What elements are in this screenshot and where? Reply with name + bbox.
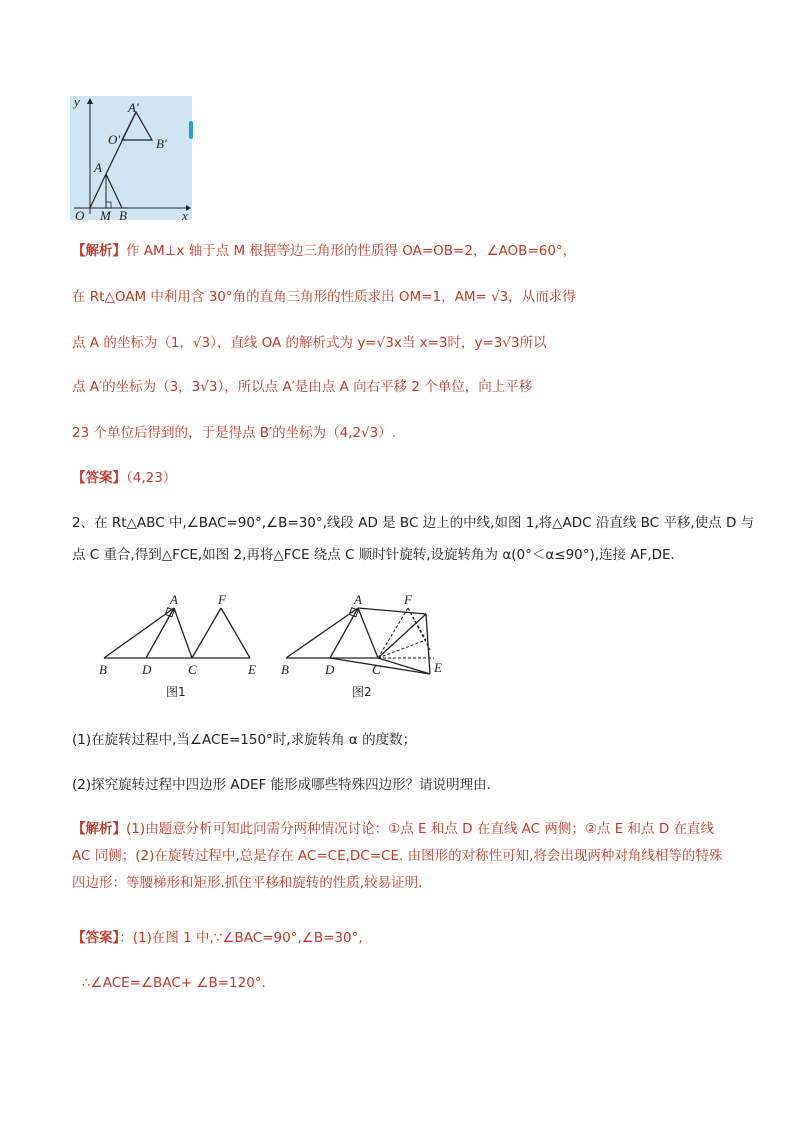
problem2-line1: 2、在 Rt△ABC 中,∠BAC=90°,∠B=30°,线段 AD 是 BC 边上的中线,如图 1,将△ADC 沿直线 BC 平移,使点 D 与 (72, 515, 755, 531)
fig1-label-a: A (170, 592, 178, 607)
answer1-line (72, 468, 176, 488)
analysis1-line2: 在 Rt△OAM 中利用含 30°角的直角三角形的性质求出 OM=1，AM= √3，从而求得 (72, 289, 576, 305)
fig2-label-e: E (434, 660, 442, 675)
question-2: (2)探究旋转过程中四边形 ADEF 能形成哪些特殊四边形？请说明理由． (72, 777, 501, 793)
analysis1-line4: 点 A′的坐标为（3，3√3），所以点 A′是由点 A 向右平移 2 个单位，向上平移 (72, 379, 533, 395)
segment-ab (106, 174, 122, 208)
fig2-label-d: D (325, 662, 335, 677)
triangle-figures (96, 592, 446, 702)
analysis-tag: 【解析】 (72, 243, 126, 259)
question-1: (1)在旋转过程中,当∠ACE=150°时,求旋转角 α 的度数； (72, 732, 417, 748)
segment-oa (90, 174, 106, 208)
figure-2 (281, 592, 442, 699)
segment-cf-2 (378, 614, 426, 658)
answer1-text: （4,23） (126, 470, 177, 486)
caption-1: 图1 (166, 685, 186, 699)
segment-ac-1 (174, 608, 192, 658)
edge-marker (189, 121, 193, 139)
answer2-text1: ：(1)在图 1 中,∵∠BAC=90°,∠B=30°, (119, 930, 363, 946)
fig2-label-c: C (372, 662, 381, 677)
answer2-tag: 【答案】 (72, 930, 120, 946)
segment-ad-2 (330, 608, 358, 658)
label-b: B (119, 208, 127, 220)
fig2-label-f: F (404, 592, 412, 607)
label-a-prime: A′ (128, 100, 139, 115)
fig1-label-f: F (218, 592, 226, 607)
analysis1-line3: 点 A 的坐标为（1，√3），直线 OA 的解析式为 y=√3x当 x=3时，y=3√3所以 (72, 335, 547, 351)
fig2-label-a: A (354, 592, 362, 607)
caption-2: 图2 (352, 685, 372, 699)
problem2-line2: 点 C 重合,得到△FCE,如图 2,再将△FCE 绕点 C 顺时针旋转,设旋转角为 α(0°＜α≤90°),连接 AF,DE． (72, 547, 685, 563)
segment-ba-1 (104, 608, 174, 658)
figure-1 (99, 592, 256, 699)
answer-tag: 【答案】 (72, 470, 126, 486)
analysis2-text: (1)由题意分析可知此问需分两种情况讨论：①点 E 和点 D 在直线 AC 两侧；②点 E 和点 D 在直线 AC 同侧；(2)在旋转过程中,总是存在 AC=CE,DC=CE. 由图形的对称性可知,将会出现两种对角线相等的特殊四边形：等腰梯形和矩形.抓住平移和旋转的性质,较易证明. (72, 821, 723, 891)
dashed-mid (378, 640, 426, 658)
analysis2-tag: 【解析】 (72, 821, 126, 837)
answer2-line1 (72, 928, 363, 948)
analysis1-line5: 23 个单位后得到的，于是得点 B′的坐标为（4,2√3）. (72, 425, 397, 441)
label-o: O (75, 208, 85, 220)
fig1-label-d: D (142, 662, 152, 677)
fig1-label-b: B (99, 662, 107, 677)
triangle-figures-svg (96, 592, 446, 702)
analysis1-line1 (72, 241, 576, 261)
segment-ac-2 (358, 608, 378, 658)
y-axis-arrow (87, 98, 93, 104)
coordinate-figure-svg (70, 96, 192, 220)
label-m: M (100, 208, 111, 220)
label-y: y (74, 96, 80, 109)
analysis1-text1: 作 AM⊥x 轴于点 M 根据等边三角形的性质得 OA=OB=2，∠AOB=60°， (126, 243, 577, 259)
answer2-line2: ∴∠ACE=∠BAC+ ∠B=120°． (82, 975, 276, 991)
dashed-cf0 (378, 608, 408, 658)
fig2-label-b: B (281, 662, 289, 677)
segment-af-2 (358, 608, 426, 614)
segment-ba-2 (286, 608, 358, 658)
segment-ce-2 (378, 658, 430, 674)
fig1-label-e: E (248, 662, 256, 677)
analysis2-paragraph (72, 816, 724, 897)
fig1-label-c: C (188, 662, 197, 677)
coordinate-figure (70, 96, 192, 220)
label-a: A (94, 160, 102, 175)
segment-cf-1 (192, 608, 221, 658)
segment-fe-1 (221, 608, 250, 658)
segment-ad-1 (146, 608, 174, 658)
triangle-prime (122, 112, 152, 140)
label-b-prime: B′ (156, 136, 167, 151)
label-o-prime: O′ (108, 132, 121, 147)
label-x: x (182, 208, 188, 220)
